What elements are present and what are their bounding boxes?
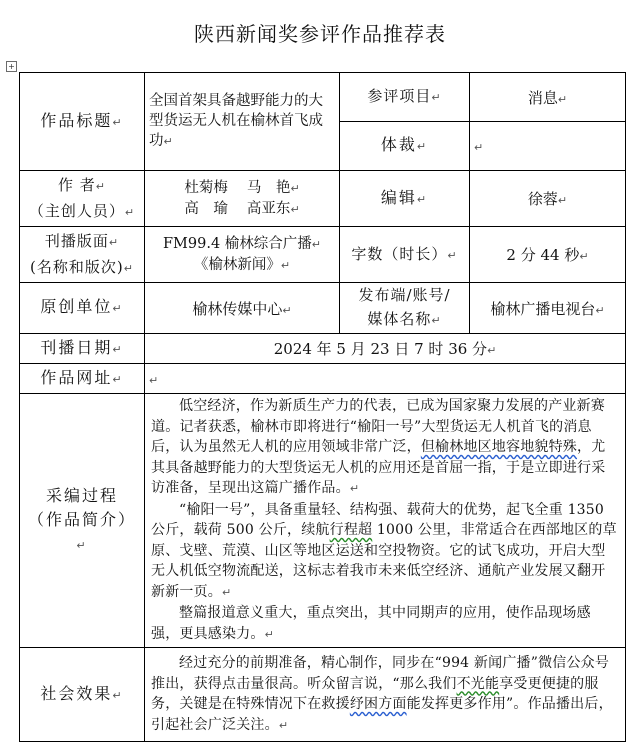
return-mark-icon: ↵ bbox=[280, 258, 291, 272]
row-authors bbox=[20, 171, 626, 227]
row-broadcast-date bbox=[20, 334, 626, 364]
row-process bbox=[20, 394, 626, 648]
authors-label-cell bbox=[20, 171, 145, 227]
return-mark-icon: ↵ bbox=[447, 248, 458, 262]
return-mark-icon: ↵ bbox=[108, 235, 120, 249]
row-work-title bbox=[20, 73, 626, 122]
work-title-value-cell[interactable] bbox=[145, 73, 340, 171]
category-value-cell[interactable] bbox=[470, 73, 626, 122]
broadcast-section-value-cell[interactable] bbox=[145, 227, 340, 283]
url-value-cell[interactable] bbox=[145, 364, 626, 394]
publisher-label-cell bbox=[340, 283, 470, 334]
return-mark-icon: ↵ bbox=[431, 91, 442, 104]
category-label-cell bbox=[340, 73, 470, 122]
return-mark-icon: ↵ bbox=[416, 192, 429, 206]
row-origin-unit bbox=[20, 283, 626, 334]
recommendation-form-table bbox=[19, 72, 626, 742]
broadcast-date-label: 刊播日期 bbox=[40, 337, 113, 357]
origin-unit-label-cell bbox=[20, 283, 145, 334]
broadcast-section-line2: 《榆林新闻》↵ bbox=[193, 256, 291, 273]
publisher-label-line2: 媒体名称↵ bbox=[367, 310, 442, 328]
genre-label: 体裁 bbox=[380, 135, 417, 154]
effect-value-cell[interactable] bbox=[145, 648, 626, 742]
category-value: 消息 bbox=[527, 88, 558, 107]
broadcast-section-label-line1: 刊播版面↵ bbox=[44, 231, 120, 250]
origin-unit-value: 榆林传媒中心 bbox=[192, 299, 283, 318]
authors-value-cell[interactable] bbox=[145, 171, 340, 227]
return-mark-icon: ↵ bbox=[278, 718, 289, 732]
return-mark-icon: ↵ bbox=[282, 303, 292, 317]
return-mark-icon: ↵ bbox=[222, 585, 232, 599]
return-mark-icon: ↵ bbox=[95, 179, 106, 193]
return-mark-icon: ↵ bbox=[123, 261, 134, 275]
return-mark-icon: ↵ bbox=[595, 303, 605, 317]
row-url bbox=[20, 364, 626, 394]
origin-unit-label: 原创单位 bbox=[40, 297, 113, 316]
process-label-cell bbox=[20, 394, 145, 648]
origin-unit-value-cell[interactable] bbox=[145, 283, 340, 334]
url-label: 作品网址 bbox=[40, 367, 113, 387]
return-mark-icon: ↵ bbox=[290, 181, 300, 195]
return-mark-icon: ↵ bbox=[112, 342, 124, 356]
return-mark-icon: ↵ bbox=[264, 627, 275, 641]
editor-value: 徐蓉 bbox=[527, 190, 558, 208]
effect-paragraph-1: 经过充分的前期准备，精心制作，同步在“994 新闻广播”微信公众号推出，获得点击量很高。听众留言说，“那么我们不光能享受更便捷的服务，关键是在特殊情况下在救援纾困方面能发挥更多作用”。作品播出后，引起社会广泛关注。↵ bbox=[151, 655, 613, 733]
authors-line2: 高 瑜 高亚东↵ bbox=[184, 200, 300, 217]
row-effect bbox=[20, 648, 626, 742]
broadcast-section-label-line2: (名称和版次)↵ bbox=[30, 257, 134, 276]
page-title: 陕西新闻奖参评作品推荐表 bbox=[194, 22, 446, 46]
effect-label: 社会效果 bbox=[40, 683, 113, 703]
broadcast-date-label-cell bbox=[20, 334, 145, 364]
return-mark-icon: ↵ bbox=[349, 482, 360, 495]
publisher-value: 榆林广播电视台 bbox=[490, 299, 596, 318]
return-mark-icon: ↵ bbox=[416, 140, 429, 153]
return-mark-icon: ↵ bbox=[112, 115, 124, 129]
work-title-label: 作品标题 bbox=[40, 110, 113, 130]
broadcast-date-value: 2024 年 5 月 23 日 7 时 36 分 bbox=[273, 340, 488, 358]
return-mark-icon: ↵ bbox=[487, 344, 497, 357]
broadcast-date-value-cell[interactable] bbox=[145, 334, 626, 364]
genre-label-cell bbox=[340, 122, 470, 171]
process-paragraph-3: 整篇报道意义重大，重点突出，其中同期声的应用，使作品现场感强，更具感染力。↵ bbox=[151, 605, 591, 642]
editor-label-cell bbox=[340, 171, 470, 227]
row-broadcast-section bbox=[20, 227, 626, 283]
editor-value-cell[interactable] bbox=[470, 171, 626, 227]
return-mark-icon: ↵ bbox=[163, 135, 173, 148]
return-mark-icon: ↵ bbox=[557, 194, 568, 207]
return-mark-icon: ↵ bbox=[149, 373, 159, 387]
work-title-value: 全国首架具备越野能力的大型货运无人机在榆林首飞成功 bbox=[149, 93, 323, 149]
return-mark-icon: ↵ bbox=[579, 250, 589, 263]
process-label-line1: 采编过程 bbox=[45, 485, 118, 505]
return-mark-icon: ↵ bbox=[112, 302, 124, 315]
work-title-label-cell bbox=[20, 73, 145, 171]
process-label-line2: （作品简介）↵ bbox=[27, 509, 136, 552]
return-mark-icon: ↵ bbox=[112, 688, 124, 702]
word-count-value-cell[interactable] bbox=[470, 227, 626, 283]
authors-label-line2: （主创人员）↵ bbox=[28, 201, 136, 220]
return-mark-icon: ↵ bbox=[431, 314, 442, 327]
return-mark-icon: ↵ bbox=[124, 205, 136, 219]
word-count-value: 2 分 44 秒 bbox=[506, 246, 580, 264]
editor-label: 编辑 bbox=[380, 187, 417, 207]
process-paragraph-2: “榆阳一号”，具备重量轻、结构强、载荷大的优势，起飞全重 1350 公斤，载荷 500 公斤，续航行程超 1000 公里，非常适合在西部地区的草原、戈壁、荒漠、山区等地区运送和空投物资。它的试飞成功，开启大型无人机低空物流配送，这标志着我市未来低空经济、通航产业发展又翻开新新一页。↵ bbox=[151, 501, 617, 600]
return-mark-icon: ↵ bbox=[474, 141, 484, 154]
url-label-cell bbox=[20, 364, 145, 394]
return-mark-icon: ↵ bbox=[112, 372, 124, 386]
return-mark-icon: ↵ bbox=[76, 538, 88, 552]
word-count-label-cell bbox=[340, 227, 470, 283]
publisher-value-cell[interactable] bbox=[470, 283, 626, 334]
authors-line1: 杜菊梅 马 艳↵ bbox=[184, 179, 300, 196]
authors-label-line1: 作 者↵ bbox=[58, 175, 106, 194]
word-count-label: 字数（时长） bbox=[351, 244, 448, 263]
category-label: 参评项目 bbox=[367, 87, 432, 105]
effect-label-cell bbox=[20, 648, 145, 742]
genre-value-cell[interactable] bbox=[470, 122, 626, 171]
broadcast-section-line1: FM99.4 榆林综合广播↵ bbox=[162, 235, 322, 252]
process-value-cell[interactable] bbox=[145, 394, 626, 648]
process-paragraph-1: 低空经济，作为新质生产力的代表，已成为国家聚力发展的产业新赛道。记者获悉，榆林市即将进行“榆阳一号”大型货运无人机首飞的消息后，认为虽然无人机的应用领域非常广泛，但榆林地区地容地貌特殊，尤其具备越野能力的大型货运无人机的应用还是首屈一指，于是立即进行采访准备，呈现出这篇广播作品。↵ bbox=[151, 398, 606, 496]
table-move-handle-icon[interactable]: + bbox=[6, 61, 17, 72]
broadcast-section-label-cell bbox=[20, 227, 145, 283]
publisher-label-line1: 发布端/账号/ bbox=[358, 286, 451, 304]
return-mark-icon: ↵ bbox=[557, 92, 568, 106]
return-mark-icon: ↵ bbox=[311, 237, 322, 251]
return-mark-icon: ↵ bbox=[290, 202, 300, 216]
